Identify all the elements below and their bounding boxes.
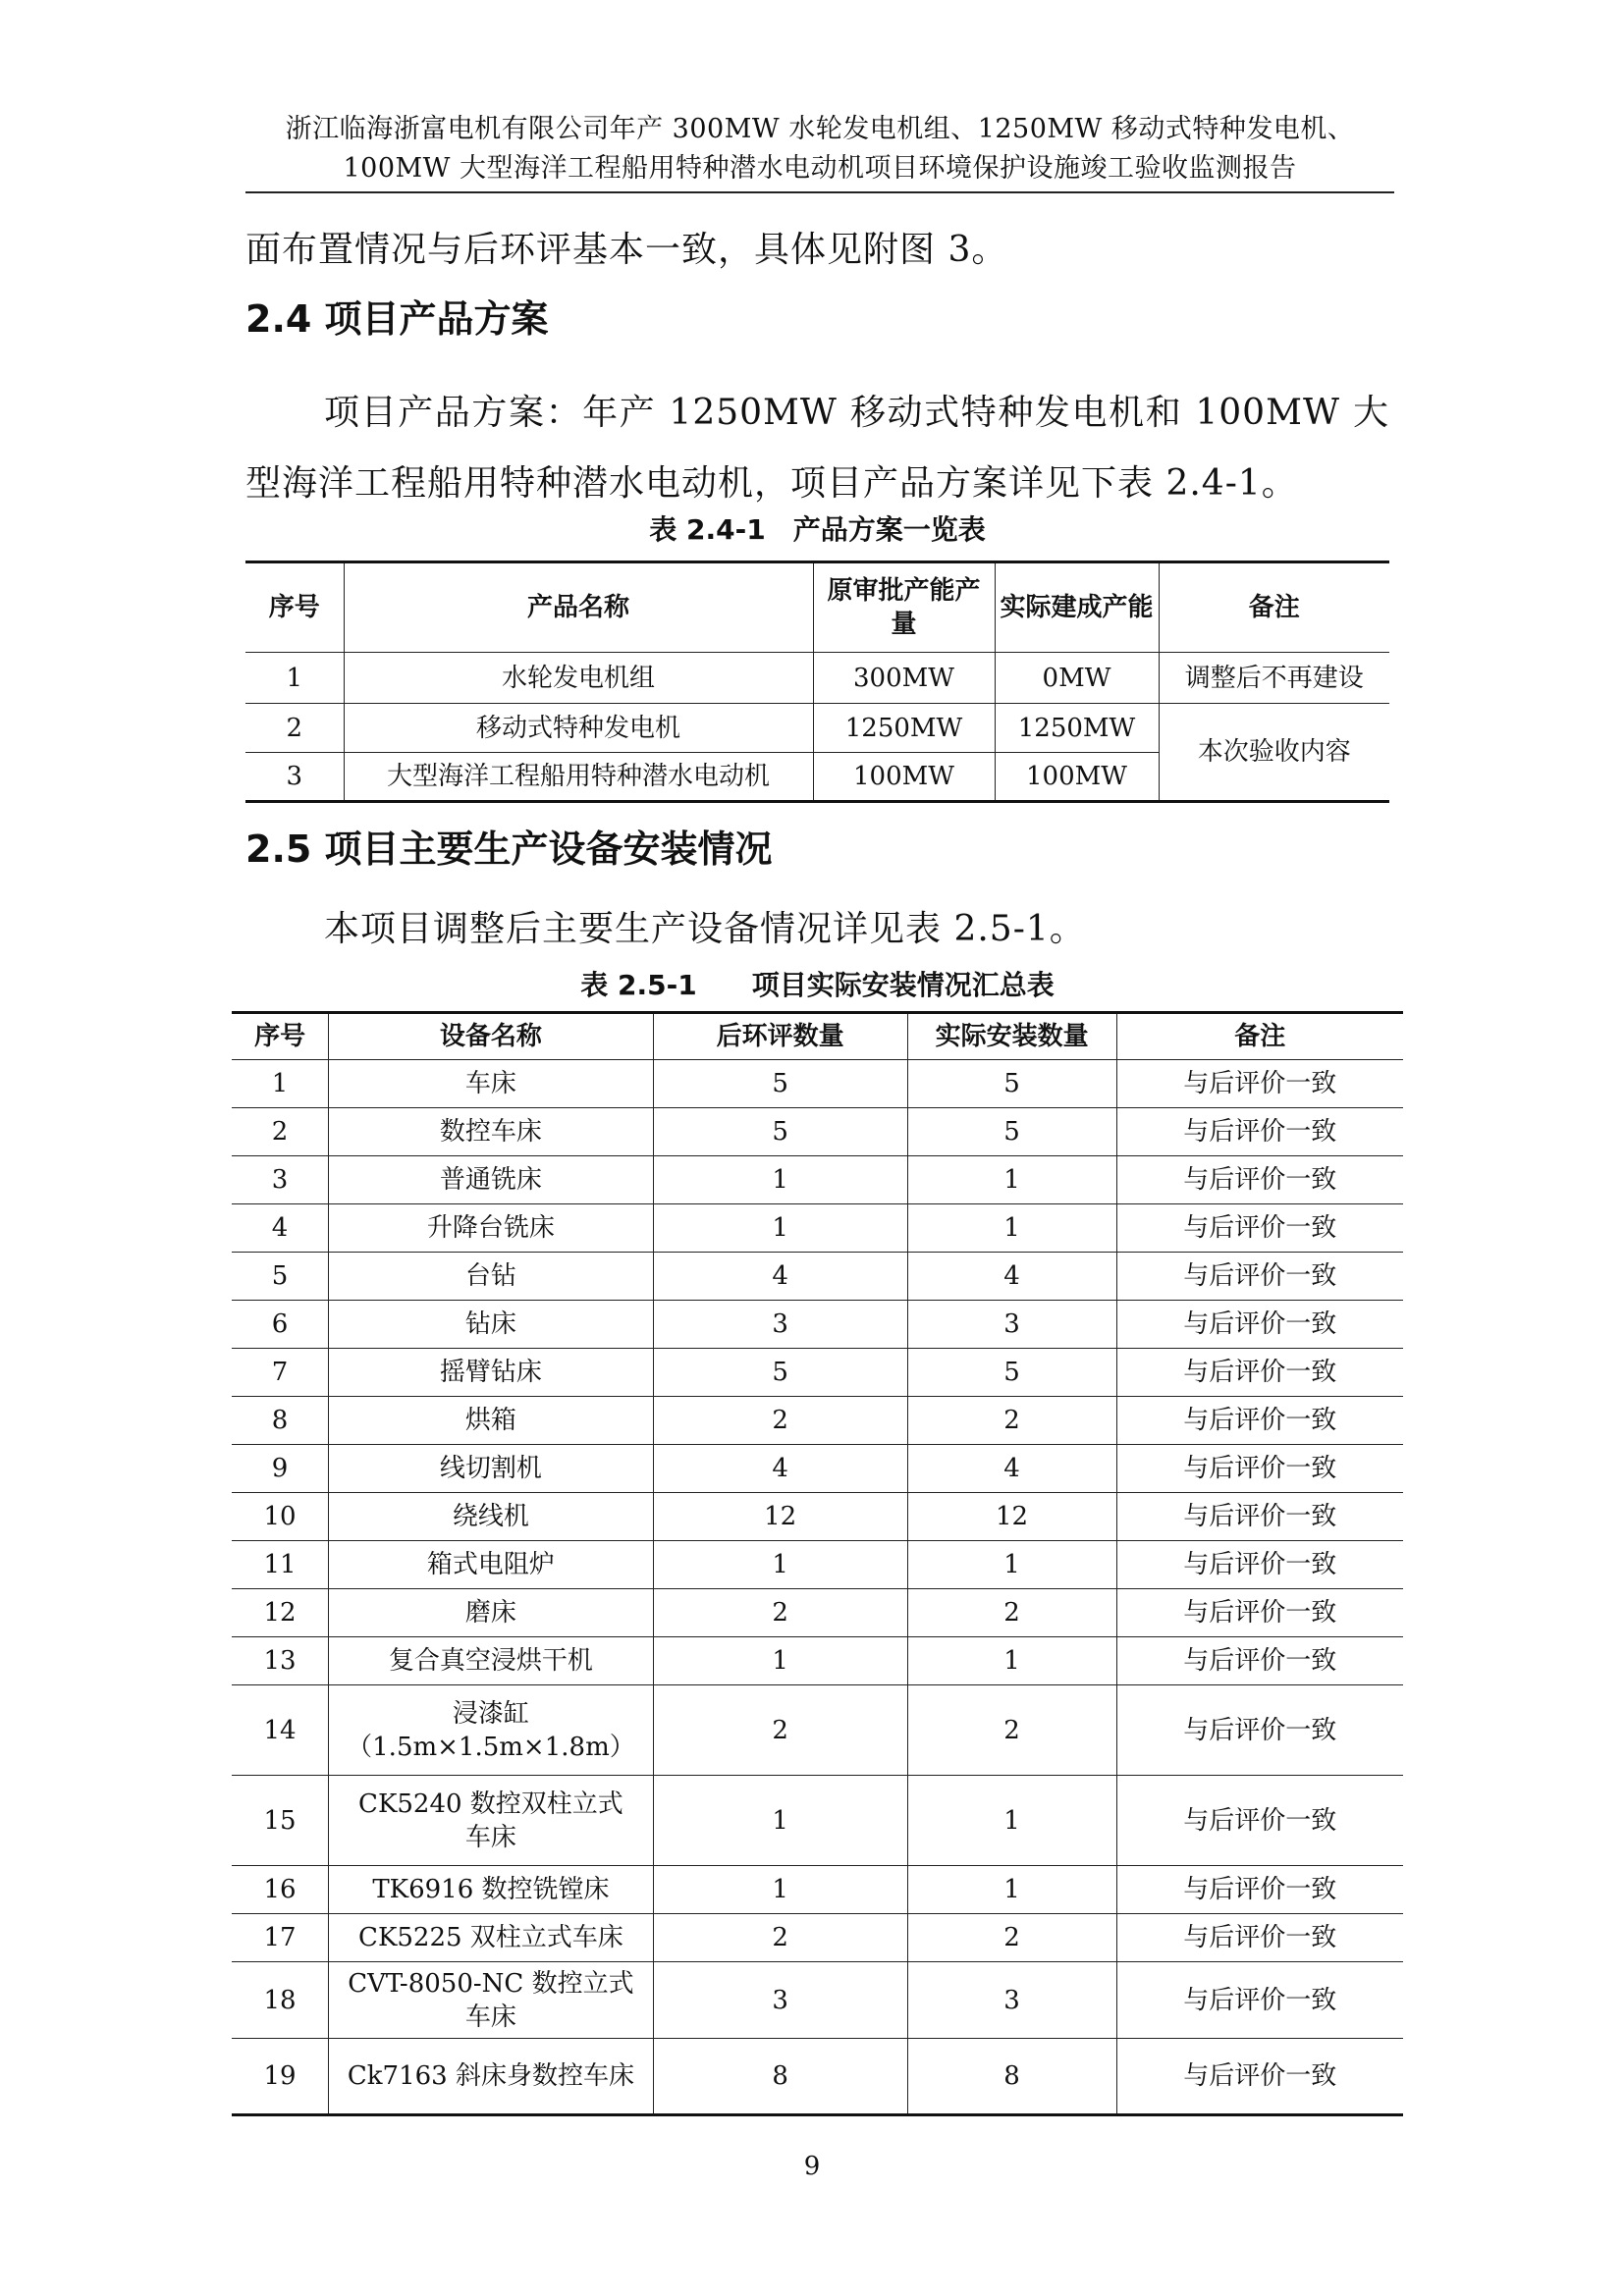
cell-actual: 0MW bbox=[995, 653, 1159, 704]
cell-eia: 2 bbox=[653, 1914, 907, 1962]
header-rule bbox=[245, 191, 1394, 193]
table-row bbox=[232, 1589, 1403, 1637]
table-row bbox=[232, 1866, 1403, 1914]
page-number: 9 bbox=[803, 2152, 821, 2181]
table-row bbox=[232, 1637, 1403, 1685]
cell-note: 调整后不再建设 bbox=[1159, 653, 1389, 704]
cell-product-name: 移动式特种发电机 bbox=[344, 704, 813, 753]
cell-no: 18 bbox=[232, 1962, 329, 2039]
table-row bbox=[232, 1349, 1403, 1397]
table-row bbox=[232, 1776, 1403, 1866]
cell-no: 2 bbox=[245, 704, 344, 753]
cell-note: 与后评价一致 bbox=[1116, 1541, 1403, 1589]
cell-name: 绕线机 bbox=[329, 1493, 654, 1541]
cell-name: 台钻 bbox=[329, 1253, 654, 1301]
cell-no: 9 bbox=[232, 1445, 329, 1493]
cell-no: 7 bbox=[232, 1349, 329, 1397]
cell-name: 磨床 bbox=[329, 1589, 654, 1637]
cell-name: Ck7163 斜床身数控车床 bbox=[329, 2039, 654, 2115]
col-header-no: 序号 bbox=[245, 562, 344, 653]
cell-actual: 5 bbox=[907, 1060, 1116, 1108]
cell-name: 钻床 bbox=[329, 1301, 654, 1349]
table-row bbox=[232, 1156, 1403, 1204]
continued-paragraph: 面布置情况与后环评基本一致，具体见附图 3。 bbox=[245, 230, 1008, 270]
cell-note: 与后评价一致 bbox=[1116, 2039, 1403, 2115]
cell-eia: 5 bbox=[653, 1349, 907, 1397]
cell-no: 8 bbox=[232, 1397, 329, 1445]
cell-actual: 1 bbox=[907, 1866, 1116, 1914]
table-row bbox=[232, 1914, 1403, 1962]
cell-name: 箱式电阻炉 bbox=[329, 1541, 654, 1589]
table-row bbox=[232, 1108, 1403, 1156]
table-row bbox=[232, 1685, 1403, 1776]
cell-no: 16 bbox=[232, 1866, 329, 1914]
cell-no: 4 bbox=[232, 1204, 329, 1253]
cell-name: 车床 bbox=[329, 1060, 654, 1108]
cell-eia: 1 bbox=[653, 1156, 907, 1204]
col-header-equipment-name: 设备名称 bbox=[329, 1013, 654, 1060]
cell-name: CK5240 数控双柱立式车床 bbox=[329, 1776, 654, 1866]
table-2-4-1-caption: 表 2.4-1 产品方案一览表 bbox=[649, 513, 986, 546]
cell-eia: 1 bbox=[653, 1776, 907, 1866]
cell-actual: 1 bbox=[907, 1204, 1116, 1253]
cell-eia: 4 bbox=[653, 1445, 907, 1493]
cell-no: 19 bbox=[232, 2039, 329, 2115]
cell-note: 与后评价一致 bbox=[1116, 1301, 1403, 1349]
cell-eia: 12 bbox=[653, 1493, 907, 1541]
cell-actual: 8 bbox=[907, 2039, 1116, 2115]
cell-note: 与后评价一致 bbox=[1116, 1060, 1403, 1108]
col-header-product-name: 产品名称 bbox=[344, 562, 813, 653]
cell-actual: 5 bbox=[907, 1108, 1116, 1156]
cell-approved: 100MW bbox=[813, 753, 995, 802]
col-header-note: 备注 bbox=[1116, 1013, 1403, 1060]
cell-product-name: 大型海洋工程船用特种潜水电动机 bbox=[344, 753, 813, 802]
cell-eia: 1 bbox=[653, 1541, 907, 1589]
cell-actual: 3 bbox=[907, 1301, 1116, 1349]
cell-approved: 300MW bbox=[813, 653, 995, 704]
table-row bbox=[232, 1301, 1403, 1349]
cell-no: 13 bbox=[232, 1637, 329, 1685]
cell-name: CVT-8050-NC 数控立式车床 bbox=[329, 1962, 654, 2039]
table-row bbox=[232, 1962, 1403, 2039]
cell-name: 线切割机 bbox=[329, 1445, 654, 1493]
cell-eia: 2 bbox=[653, 1589, 907, 1637]
section-2-4-title: 2.4 项目产品方案 bbox=[245, 297, 549, 341]
cell-note: 与后评价一致 bbox=[1116, 1685, 1403, 1776]
table-row bbox=[232, 2039, 1403, 2115]
cell-actual: 2 bbox=[907, 1589, 1116, 1637]
cell-name: TK6916 数控铣镗床 bbox=[329, 1866, 654, 1914]
cell-name: CK5225 双柱立式车床 bbox=[329, 1914, 654, 1962]
section-2-4-paragraph: 项目产品方案：年产 1250MW 移动式特种发电机和 100MW 大型海洋工程船用特种潜水电动机，项目产品方案详见下表 2.4-1。 bbox=[245, 393, 1389, 504]
cell-product-name: 水轮发电机组 bbox=[344, 653, 813, 704]
cell-name: 浸漆缸（1.5m×1.5m×1.8m） bbox=[329, 1685, 654, 1776]
cell-actual: 1 bbox=[907, 1156, 1116, 1204]
col-header-actual-capacity: 实际建成产能 bbox=[995, 562, 1159, 653]
cell-no: 2 bbox=[232, 1108, 329, 1156]
cell-note: 与后评价一致 bbox=[1116, 1397, 1403, 1445]
cell-eia: 2 bbox=[653, 1685, 907, 1776]
cell-note: 与后评价一致 bbox=[1116, 1156, 1403, 1204]
cell-actual: 1 bbox=[907, 1637, 1116, 1685]
running-header-line-2: 100MW 大型海洋工程船用特种潜水电动机项目环境保护设施竣工验收监测报告 bbox=[343, 153, 1297, 184]
cell-note: 与后评价一致 bbox=[1116, 1253, 1403, 1301]
section-2-5-paragraph: 本项目调整后主要生产设备情况详见表 2.5-1。 bbox=[324, 909, 1086, 949]
cell-note: 与后评价一致 bbox=[1116, 1589, 1403, 1637]
cell-actual: 100MW bbox=[995, 753, 1159, 802]
table-row bbox=[232, 1060, 1403, 1108]
cell-name: 普通铣床 bbox=[329, 1156, 654, 1204]
table-row bbox=[232, 1541, 1403, 1589]
cell-no: 3 bbox=[245, 753, 344, 802]
cell-no: 17 bbox=[232, 1914, 329, 1962]
cell-actual: 1250MW bbox=[995, 704, 1159, 753]
cell-note: 与后评价一致 bbox=[1116, 1349, 1403, 1397]
cell-no: 5 bbox=[232, 1253, 329, 1301]
cell-eia: 5 bbox=[653, 1060, 907, 1108]
table-row bbox=[232, 1204, 1403, 1253]
cell-note: 与后评价一致 bbox=[1116, 1204, 1403, 1253]
table-row bbox=[245, 653, 1389, 704]
col-header-note: 备注 bbox=[1159, 562, 1389, 653]
cell-name: 升降台铣床 bbox=[329, 1204, 654, 1253]
equipment-table bbox=[232, 1011, 1403, 2116]
cell-actual: 12 bbox=[907, 1493, 1116, 1541]
cell-actual: 3 bbox=[907, 1962, 1116, 2039]
cell-eia: 1 bbox=[653, 1637, 907, 1685]
cell-actual: 2 bbox=[907, 1914, 1116, 1962]
cell-no: 10 bbox=[232, 1493, 329, 1541]
cell-name: 摇臂钻床 bbox=[329, 1349, 654, 1397]
cell-note: 与后评价一致 bbox=[1116, 1866, 1403, 1914]
cell-no: 14 bbox=[232, 1685, 329, 1776]
cell-actual: 4 bbox=[907, 1253, 1116, 1301]
cell-approved: 1250MW bbox=[813, 704, 995, 753]
cell-eia: 4 bbox=[653, 1253, 907, 1301]
cell-no: 6 bbox=[232, 1301, 329, 1349]
table-row bbox=[245, 704, 1389, 753]
cell-actual: 1 bbox=[907, 1776, 1116, 1866]
col-header-eia-quantity: 后环评数量 bbox=[653, 1013, 907, 1060]
cell-no: 15 bbox=[232, 1776, 329, 1866]
cell-note: 与后评价一致 bbox=[1116, 1914, 1403, 1962]
col-header-approved-capacity: 原审批产能产量 bbox=[813, 562, 995, 653]
cell-eia: 3 bbox=[653, 1962, 907, 2039]
cell-name: 数控车床 bbox=[329, 1108, 654, 1156]
cell-note: 与后评价一致 bbox=[1116, 1445, 1403, 1493]
cell-note: 与后评价一致 bbox=[1116, 1493, 1403, 1541]
col-header-no: 序号 bbox=[232, 1013, 329, 1060]
cell-no: 11 bbox=[232, 1541, 329, 1589]
cell-eia: 3 bbox=[653, 1301, 907, 1349]
cell-eia: 2 bbox=[653, 1397, 907, 1445]
cell-eia: 5 bbox=[653, 1108, 907, 1156]
cell-actual: 4 bbox=[907, 1445, 1116, 1493]
cell-note: 与后评价一致 bbox=[1116, 1637, 1403, 1685]
cell-name: 复合真空浸烘干机 bbox=[329, 1637, 654, 1685]
cell-eia: 8 bbox=[653, 2039, 907, 2115]
running-header-line-1: 浙江临海浙富电机有限公司年产 300MW 水轮发电机组、1250MW 移动式特种发电机、 bbox=[285, 114, 1355, 144]
cell-actual: 2 bbox=[907, 1397, 1116, 1445]
cell-no: 12 bbox=[232, 1589, 329, 1637]
table-row bbox=[232, 1445, 1403, 1493]
table-row bbox=[232, 1397, 1403, 1445]
table-row bbox=[232, 1253, 1403, 1301]
cell-actual: 5 bbox=[907, 1349, 1116, 1397]
cell-eia: 1 bbox=[653, 1866, 907, 1914]
cell-actual: 1 bbox=[907, 1541, 1116, 1589]
cell-note-merged: 本次验收内容 bbox=[1159, 704, 1389, 802]
cell-note: 与后评价一致 bbox=[1116, 1776, 1403, 1866]
cell-actual: 2 bbox=[907, 1685, 1116, 1776]
col-header-installed-quantity: 实际安装数量 bbox=[907, 1013, 1116, 1060]
cell-eia: 1 bbox=[653, 1204, 907, 1253]
running-header bbox=[245, 110, 1394, 188]
cell-note: 与后评价一致 bbox=[1116, 1108, 1403, 1156]
product-plan-table bbox=[245, 561, 1389, 803]
table-2-5-1-caption: 表 2.5-1 项目实际安装情况汇总表 bbox=[580, 969, 1055, 1001]
cell-name: 烘箱 bbox=[329, 1397, 654, 1445]
cell-no: 3 bbox=[232, 1156, 329, 1204]
section-2-5-title: 2.5 项目主要生产设备安装情况 bbox=[245, 828, 773, 871]
cell-no: 1 bbox=[245, 653, 344, 704]
cell-note: 与后评价一致 bbox=[1116, 1962, 1403, 2039]
table-row bbox=[232, 1493, 1403, 1541]
cell-no: 1 bbox=[232, 1060, 329, 1108]
